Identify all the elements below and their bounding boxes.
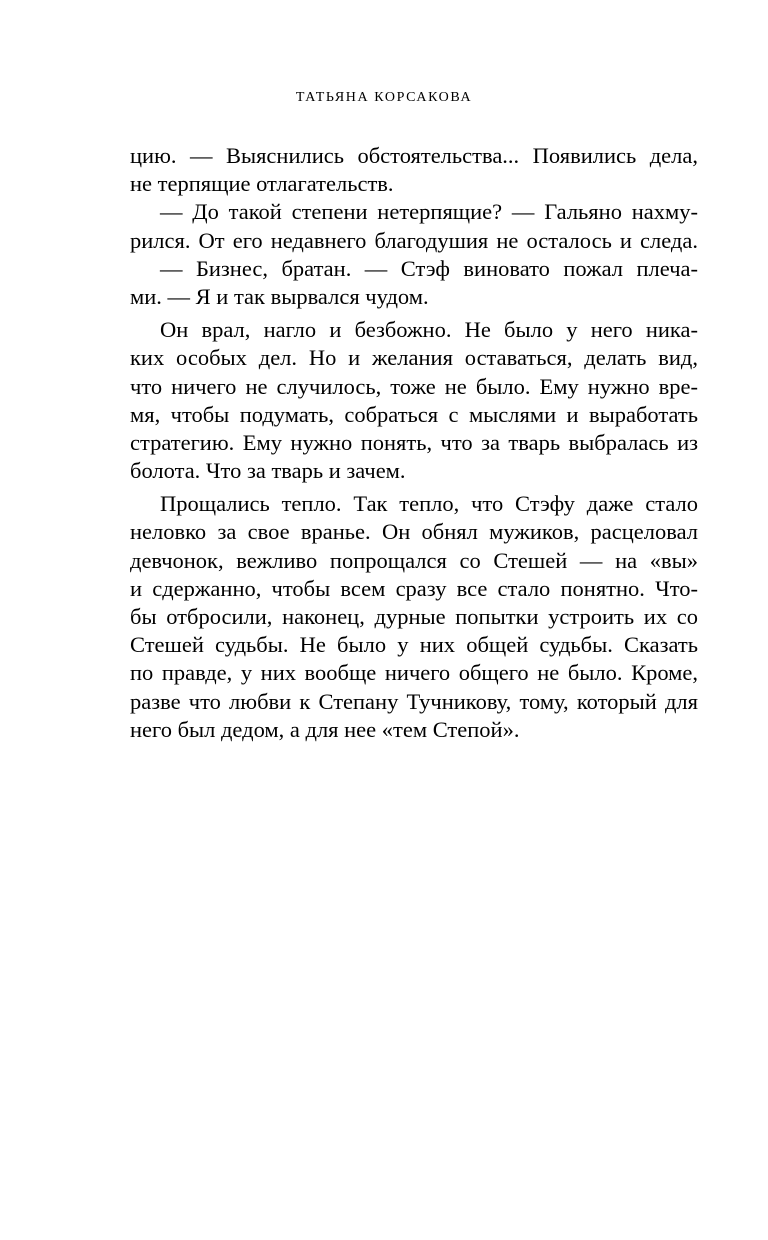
text-line: что ничего не случилось, тоже не было. Ему нужно вре- — [130, 373, 698, 399]
text-line: разве что любви к Степану Тучникову, тому, который для — [130, 688, 698, 714]
text-line: ких особых дел. Но и желания оставаться, делать вид, — [130, 345, 698, 371]
text-line: него был дедом, а для нее «тем Степой». — [130, 716, 520, 742]
text-line: болота. Что за тварь и зачем. — [130, 458, 406, 484]
text-line: мя, чтобы подумать, собраться с мыслями и выработать — [130, 401, 698, 427]
text-line: и сдержанно, чтобы всем сразу все стало понятно. Что- — [130, 575, 698, 601]
text-line: — До такой степени нетерпящие? — Гальяно нахму- — [160, 199, 698, 225]
text-line: цию. — Выяснились обстоятельства... Появились дела, — [130, 143, 698, 168]
text-line: не терпящие отлагательств. — [130, 171, 394, 197]
text-line: Стешей судьбы. Не было у них общей судьбы. Сказать — [130, 632, 698, 658]
text-line: неловко за свое вранье. Он обнял мужиков, расцеловал — [130, 519, 698, 545]
text-line: — Бизнес, братан. — Стэф виновато пожал плеча- — [160, 255, 698, 281]
running-header-author: ТАТЬЯНА КОРСАКОВА — [295, 90, 473, 105]
text-line: бы отбросили, наконец, дурные попытки устроить их со — [130, 604, 698, 629]
text-line: Прощались тепло. Так тепло, что Стэфу даже стало — [160, 491, 698, 517]
text-line: девчонок, вежливо попрощался со Стешей — на «вы» — [130, 547, 698, 573]
text-line: Он врал, нагло и безбожно. Не было у него ника- — [160, 317, 698, 343]
text-line: рился. От его недавнего благодушия не осталось и следа. — [130, 227, 698, 253]
body-text — [130, 142, 698, 744]
text-line: стратегию. Ему нужно понять, что за тварь выбралась из — [130, 429, 698, 455]
text-line: по правде, у них вообще ничего общего не было. Кроме, — [130, 660, 698, 686]
text-line: ми. — Я и так вырвался чудом. — [130, 283, 429, 309]
